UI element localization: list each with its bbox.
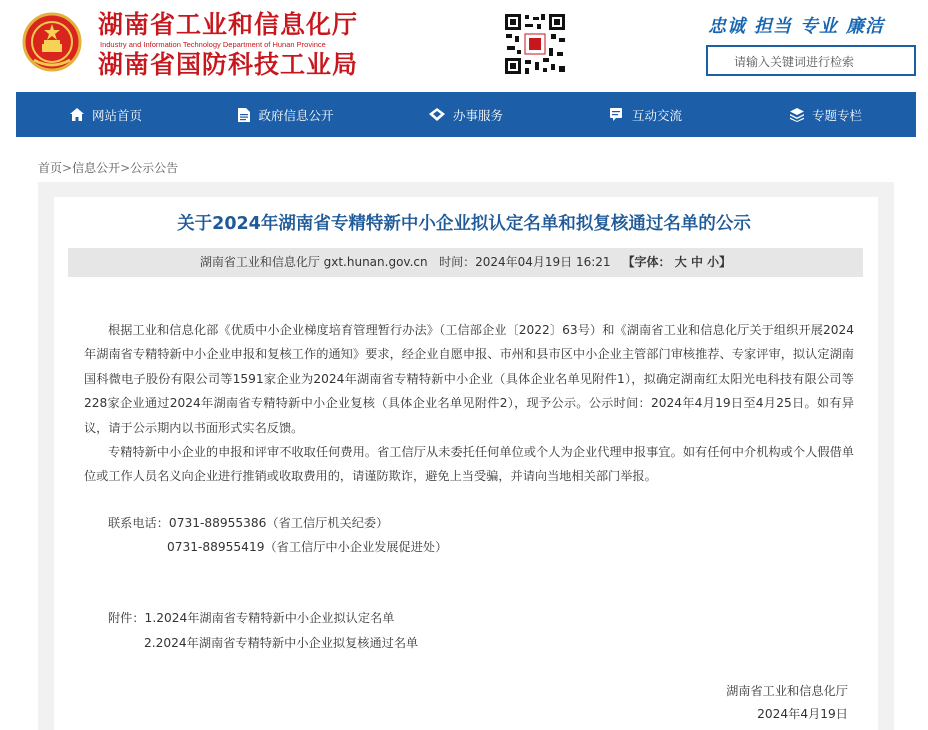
- nav-item-interaction[interactable]: [556, 92, 736, 137]
- article-body: [84, 318, 854, 489]
- font-size-label: 【字体：: [622, 255, 671, 269]
- breadcrumb-separator: >: [62, 161, 73, 175]
- signature-org: 湖南省工业和信息化厅: [726, 684, 848, 698]
- article-paragraph: 专精特新中小企业的申报和评审不收取任何费用。省工信厅从未委托任何单位或个人为企业代理申报事宜。如有任何中介机构或个人假借单位或工作人员名义向企业进行推销或收取费用的，请谨防欺诈，避免上当受骗，并请向当地相关部门举报。: [84, 445, 854, 484]
- layers-icon: [790, 108, 804, 122]
- breadcrumb-info-public[interactable]: 信息公开: [72, 161, 121, 175]
- chat-icon: [610, 108, 624, 122]
- contact-info: [108, 511, 447, 559]
- attachments: [108, 606, 418, 656]
- nav-item-label: 网站首页: [91, 107, 142, 123]
- site-title-primary: 湖南省工业和信息化厅: [98, 10, 359, 39]
- article-meta-bar: [68, 248, 863, 277]
- breadcrumb-announcements[interactable]: 公示公告: [130, 161, 179, 175]
- font-size-close: 】: [719, 255, 732, 269]
- service-icon: [429, 108, 445, 121]
- national-emblem-icon: [22, 12, 82, 74]
- nav-item-label: 政府信息公开: [258, 107, 334, 123]
- slogan: [708, 12, 892, 38]
- breadcrumb: [38, 159, 178, 176]
- nav-item-services[interactable]: [376, 92, 556, 137]
- attachment-link-1[interactable]: 附件：1.2024年湖南省专精特新中小企业拟认定名单: [108, 611, 395, 625]
- nav-item-label: 专题专栏: [811, 107, 862, 123]
- contact-phone-1: 联系电话：0731-88955386（省工信厅机关纪委）: [108, 516, 389, 530]
- qr-code-icon: [503, 12, 567, 76]
- site-title-secondary: 湖南省国防科技工业局: [98, 50, 359, 79]
- font-size-medium-button[interactable]: 中: [690, 255, 703, 269]
- font-size-small-button[interactable]: 小: [707, 255, 720, 269]
- article-paragraph: 根据工业和信息化部《优质中小企业梯度培育管理暂行办法》（工信部企业〔2022〕63号）和《湖南省工业和信息化厅关于组织开展2024年湖南省专精特新中小企业申报和复核工作的通知》要求，经企业自愿申报、市州和县市区中小企业主管部门审核推荐、专家评审，拟认定湖南国科微电子股份有限公司等1591家企业为2024年湖南省专精特新中小企业（具体企业名单见附件1），拟确定湖南红太阳光电科技有限公司等228家企业通过2024年湖南省专精特新中小企业复核（具体企业名单见附件2），现予公示。公示时间：2024年4月19日至4月25日。如有异议，请于公示期内以书面形式实名反馈。: [84, 323, 854, 435]
- search-input[interactable]: 请输入关键词进行检索: [706, 45, 916, 76]
- contact-phone-2: 0731-88955419（省工信厅中小企业发展促进处）: [167, 540, 448, 554]
- slogan-loyalty: 忠诚: [708, 16, 746, 37]
- attachment-link-2[interactable]: 2.2024年湖南省专精特新中小企业拟复核通过名单: [144, 636, 419, 650]
- slogan-integrity: 廉洁: [846, 16, 884, 37]
- font-size-large-button[interactable]: 大: [674, 255, 687, 269]
- nav-item-home[interactable]: [16, 92, 196, 137]
- slogan-responsibility: 担当: [754, 16, 792, 37]
- article-source: 湖南省工业和信息化厅 gxt.hunan.gov.cn: [199, 255, 428, 269]
- breadcrumb-home[interactable]: 首页: [38, 161, 63, 175]
- signature-date: 2024年4月19日: [757, 707, 848, 721]
- nav-item-gov-info[interactable]: [196, 92, 376, 137]
- home-icon: [70, 108, 84, 121]
- signature: [726, 680, 848, 726]
- nav-item-label: 办事服务: [452, 107, 503, 123]
- article-time: 时间：2024年04月19日 16:21: [439, 255, 611, 269]
- document-icon: [238, 108, 250, 122]
- site-header: [0, 0, 928, 92]
- nav-item-label: 互动交流: [631, 107, 682, 123]
- nav-item-topics[interactable]: [736, 92, 916, 137]
- font-size-control: [623, 255, 732, 269]
- main-nav: [16, 92, 916, 137]
- page-title: 关于2024年湖南省专精特新中小企业拟认定名单和拟复核通过名单的公示: [177, 214, 751, 234]
- breadcrumb-separator: >: [120, 161, 131, 175]
- site-title-english: Industry and Information Technology Department of Hunan Province: [100, 40, 326, 49]
- slogan-professional: 专业: [800, 16, 838, 37]
- site-title-block[interactable]: [98, 10, 358, 80]
